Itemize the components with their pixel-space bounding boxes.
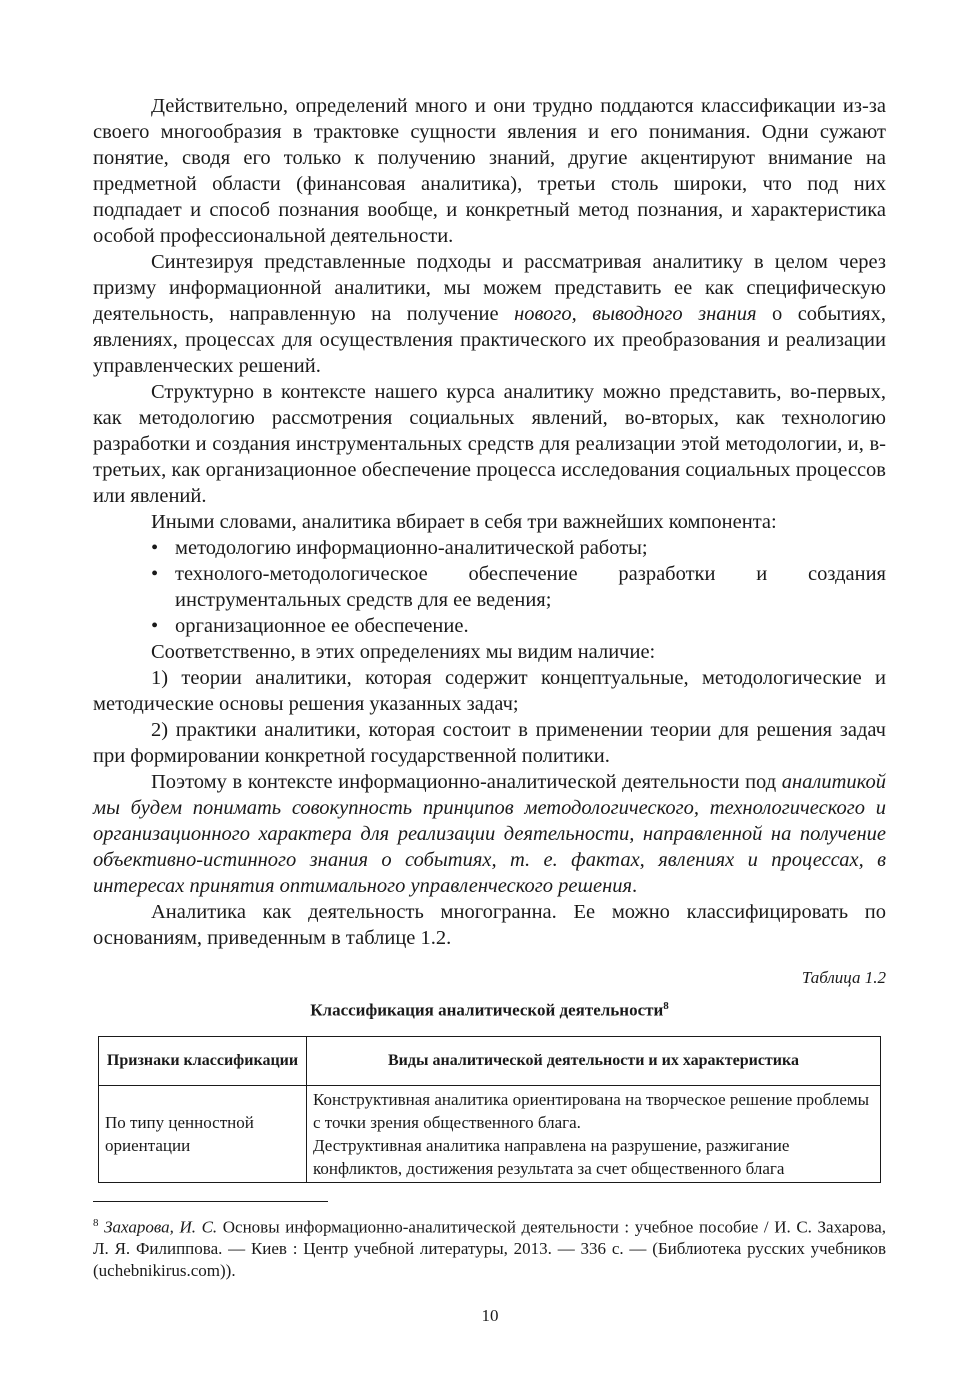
paragraph-2-start: Синтезируя представленные подходы и рассматривая аналитику в целом через призму информационной аналитики, мы можем представить ее как специфическую деятельность, направленную на получение: [93, 251, 886, 325]
paragraph-2-end: о событиях, явлениях, процессах для осуществления практического их преобразования и реализации управленческих решений.: [93, 303, 886, 377]
footnote-text: Основы информационно-аналитической деятельности : учебное пособие / И. С. Захарова, Л. Я. Филиппова. — Киев : Центр учебной литературы, 2013. — 336 с. — (Библиотека русских учебников (uchebnikirus.com)).: [93, 1217, 887, 1281]
footnote-divider: [93, 1201, 328, 1202]
list-item: [151, 613, 886, 639]
paragraph-2: [93, 249, 886, 379]
paragraph-9: Аналитика как деятельность многогранна. Ее можно классифицировать по основаниям, приведенным в таблице 1.2.: [93, 901, 886, 949]
header-types: Виды аналитической деятельности и их характеристика: [307, 1036, 881, 1085]
list-item-text: методологию информационно-аналитической работы;: [175, 537, 648, 559]
table-caption: Таблица 1.2: [801, 968, 886, 987]
description-constructive: Конструктивная аналитика ориентирована на творческое решение проблемы с точки зрения общественного блага.: [313, 1089, 870, 1132]
bullet-icon: •: [151, 537, 159, 559]
component-list: [93, 535, 886, 639]
table-title-text: Классификация аналитической деятельности: [310, 1000, 664, 1020]
paragraph-2-emphasis: нового, выводного знания: [514, 303, 757, 325]
footnote-number: 8: [93, 1216, 99, 1229]
list-item: [151, 561, 886, 613]
paragraph-7: 2) практики аналитики, которая состоит в применении теории для решения задач при формировании конкретной государственной политики.: [93, 719, 886, 767]
table-row: [99, 1085, 881, 1182]
paragraph-8: [93, 769, 886, 899]
table-title: [93, 995, 886, 1022]
footnote-ref: 8: [663, 1000, 669, 1012]
paragraph-1: Действительно, определений много и они трудно поддаются классификации из-за своего многообразия в трактовке сущности явления и его понимания. Одни сужают понятие, сводя его только к получению знаний, другие акцентируют внимание на предметной области (финансовая аналитика), третьи столь широки, что под них подпадает и способ познания вообще, и конкретный метод познания, и характеристика особой профессиональной деятельности.: [93, 95, 886, 247]
paragraph-3: Структурно в контексте нашего курса аналитику можно представить, во-первых, как методологию рассмотрения социальных явлений, во-вторых, как технологию разработки и создания инструментальных средств для реализации этой методологии, и, в-третьих, как организационное обеспечение процесса исследования социальных процессов или явлений.: [93, 381, 886, 507]
paragraph-6: 1) теории аналитики, которая содержит концептуальные, методологические и методические основы решения указанных задач;: [93, 667, 886, 715]
bullet-icon: •: [151, 615, 159, 637]
footnote-author: Захарова, И. С.: [104, 1217, 218, 1237]
table-header-row: [99, 1036, 881, 1085]
paragraph-8-end: .: [632, 875, 638, 897]
list-item-text: организационное ее обеспечение.: [175, 615, 469, 637]
classification-table: [98, 1036, 881, 1183]
footnote: [93, 1212, 886, 1283]
page-number: 10: [481, 1306, 499, 1325]
cell-description: [307, 1085, 881, 1182]
list-item-text: технолого-методологическое обеспечение разработки и создания инструментальных средств для ее ведения;: [175, 563, 886, 611]
definition-emphasis: аналитикой мы будем понимать совокупность принципов методологического, технологического и организационного характера для реализации деятельности, направленной на получение объективно-истинного знания о событиях, т. е. фактах, явлениях и процессах, в интересах принятия оптимального управленческого решения: [93, 771, 886, 897]
bullet-icon: •: [151, 563, 159, 585]
description-destructive: Деструктивная аналитика направлена на разрушение, разжигание конфликтов, достижения результата за счет общественного блага: [313, 1135, 790, 1178]
cell-criterion: По типу ценностной ориентации: [99, 1085, 307, 1182]
paragraph-4: Иными словами, аналитика вбирает в себя три важнейших компонента:: [151, 511, 777, 533]
header-criteria: Признаки классификации: [99, 1036, 307, 1085]
paragraph-8-start: Поэтому в контексте информационно-аналитической деятельности под: [151, 771, 782, 793]
page-content: [93, 93, 886, 1282]
list-item: [151, 535, 886, 561]
paragraph-5: Соответственно, в этих определениях мы видим наличие:: [151, 641, 656, 663]
